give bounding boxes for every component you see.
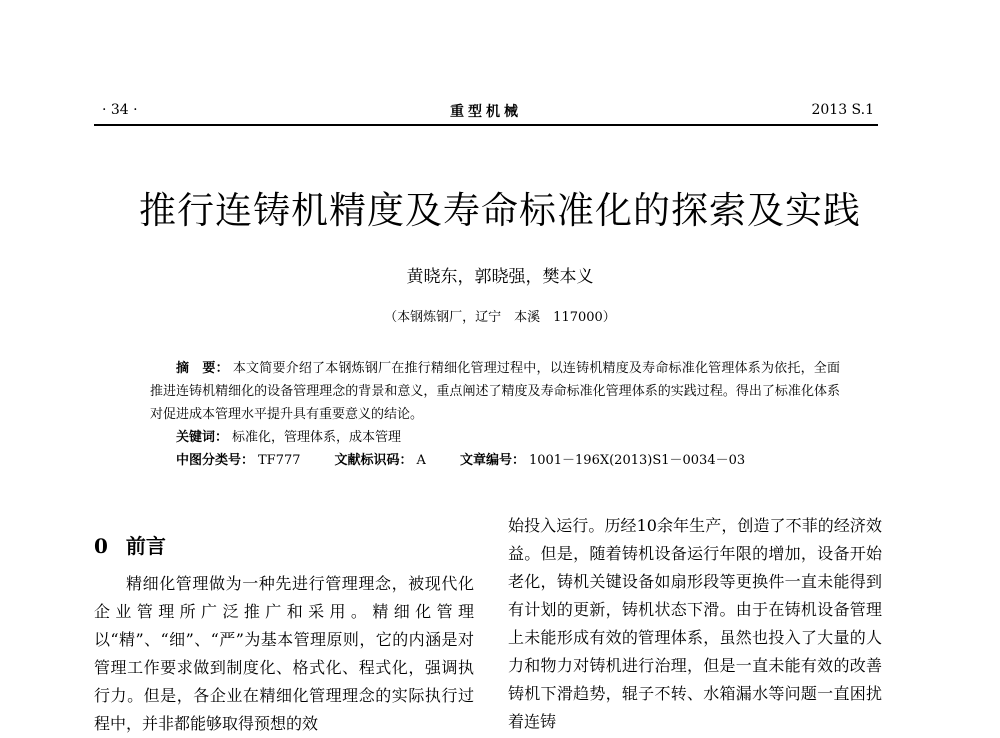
article-number-value: 1001－196X(2013)S1－0034－03 [528,453,746,468]
right-column [508,512,882,736]
article-number-label: 文章编号： [459,453,525,468]
abstract-text: 本文简要介绍了本钢炼钢厂在推行精细化管理过程中，以连铸机精度及寿命标准化管理体系为依托，全面推进连铸机精细化的设备管理理念的背景和意义，重点阐述了精度及寿命标准化管理体系的实践过程。得出了标准化体系对促进成本管理水平提升具有重要意义的结论。 [150,361,840,422]
issue-label: 2013 S.1 [811,102,874,118]
intro-paragraph: 精细化管理做为一种先进行管理理念，被现代化企业管理所广泛推广和采用。精细化管理以“精”、“细”、“严”为基本管理原则，它的内涵是对管理工作要求做到制度化、格式化、程式化，强调执行力。但是，各企业在精细化管理理念的实际执行过程中，并非都能够取得预想的效 [94,574,474,733]
continued-paragraph: 始投入运行。历经10余年生产，创造了不菲的经济效益。但是，随着铸机设备运行年限的增加，设备开始老化，铸机关键设备如扇形段等更换件一直未能得到有计划的更新，铸机状态下滑。由于在铸机设备管理上未能形成有效的管理体系，虽然也投入了大量的人力和物力对铸机进行治理，但是一直未能有效的改善铸机下滑趋势，辊子不转、水箱漏水等问题一直困扰着连铸 [508,516,882,731]
keywords [150,426,840,449]
abstract [150,357,840,426]
abstract-label: 摘 要： [176,361,229,376]
article-title: 推行连铸机精度及寿命标准化的探索及实践 [139,189,861,232]
classification-line [150,449,840,472]
journal-name: 重型机械 [450,104,522,120]
abstract-block [150,357,840,472]
running-header [94,98,878,126]
doc-code-label: 文献标识码： [334,453,413,468]
clc-label: 中图分类号： [176,453,255,468]
keywords-label: 关键词： [176,430,229,445]
clc-value: TF777 [258,453,301,468]
section-number: 0 [94,534,108,558]
affiliation: （本钢炼钢厂，辽宁 本溪 117000） [384,310,616,325]
keywords-text: 标准化，管理体系，成本管理 [232,430,402,445]
doc-code-value: A [416,453,426,468]
section-title: 前言 [125,534,166,558]
section-heading [94,528,474,564]
page-number: · 34 · [102,102,138,118]
authors: 黄晓东，郭晓强，樊本义 [406,267,594,287]
left-column [94,528,474,738]
